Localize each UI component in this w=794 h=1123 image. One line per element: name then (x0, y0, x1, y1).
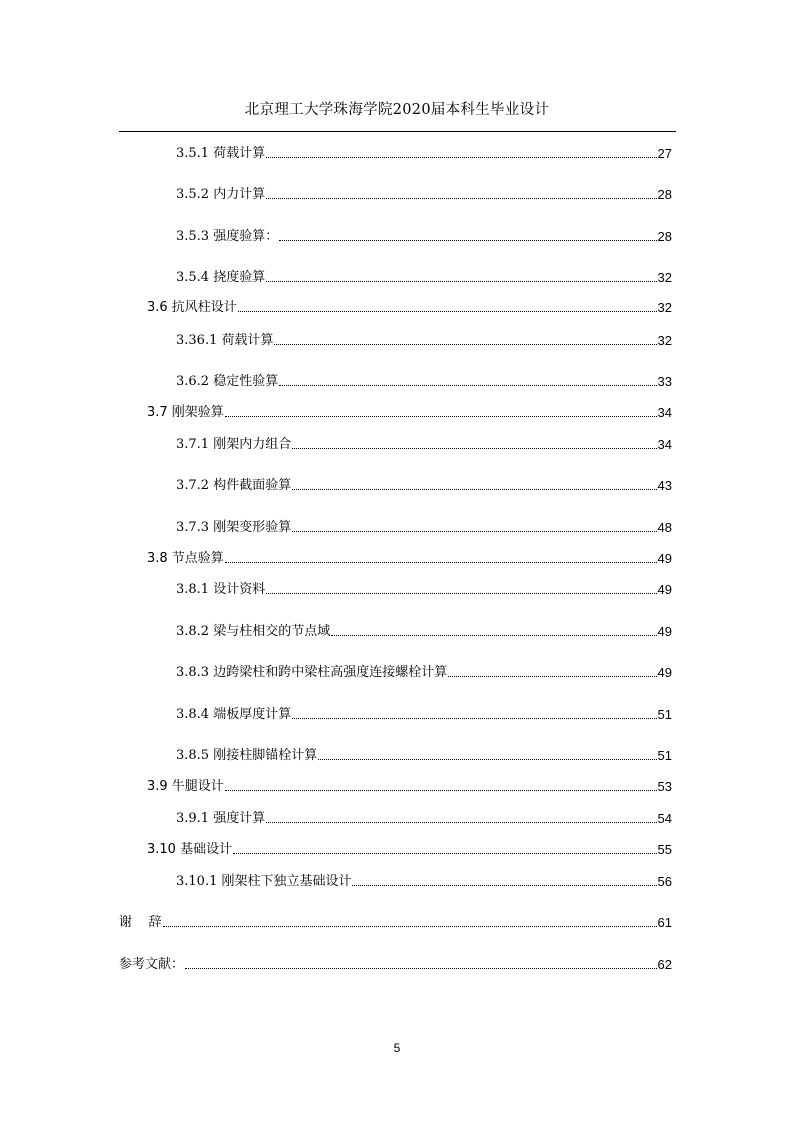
toc-entry-text: 谢 辞 (119, 915, 162, 930)
toc-leader-dots (266, 157, 656, 158)
page-number: 5 (393, 1041, 401, 1055)
toc-entry-page: 51 (657, 707, 672, 722)
toc-entry[interactable] (176, 187, 672, 203)
toc-leader-dots (352, 885, 656, 886)
toc-entry-page: 28 (657, 187, 672, 202)
toc-entry-text: 3.5.1 荷载计算 (176, 146, 266, 161)
toc-entry[interactable] (176, 478, 672, 494)
toc-entry-text: 参考文献： (119, 957, 185, 972)
toc-entry-page: 48 (657, 520, 672, 535)
toc-entry-text: 3.8.3 边跨梁柱和跨中梁柱高强度连接螺栓计算 (176, 665, 448, 680)
toc-entry-page: 55 (657, 842, 672, 857)
toc-leader-dots (238, 311, 657, 312)
toc-entry-text: 3.7 刚架验算 (147, 405, 224, 420)
toc-entry-page: 54 (657, 811, 672, 826)
toc-entry-text: 3.5.3 强度验算： (176, 229, 279, 244)
toc-entry-text: 3.6 抗风柱设计 (147, 300, 237, 315)
toc-entry-text: 3.7.3 刚架变形验算 (176, 520, 292, 535)
toc-entry[interactable] (176, 811, 672, 827)
toc-entry[interactable] (176, 874, 672, 890)
toc-leader-dots (331, 635, 656, 636)
page-header: 北京理工大学珠海学院2020届本科生毕业设计 (244, 102, 550, 118)
toc-entry-text: 3.7.1 刚架内力组合 (176, 437, 292, 452)
toc-entry[interactable] (119, 957, 672, 973)
toc-entry[interactable] (176, 333, 672, 349)
toc-entry-page: 28 (657, 229, 672, 244)
toc-entry[interactable] (176, 270, 672, 286)
toc-leader-dots (185, 968, 657, 969)
toc-entry-text: 3.8.2 梁与柱相交的节点域 (176, 624, 331, 639)
toc-leader-dots (279, 385, 656, 386)
toc-entry-text: 3.9 牛腿设计 (147, 779, 224, 794)
toc-entry[interactable] (176, 229, 672, 245)
toc-leader-dots (225, 562, 657, 563)
header-rule (119, 131, 676, 132)
toc-entry-page: 49 (657, 551, 672, 566)
toc-leader-dots (225, 416, 657, 417)
toc-entry-page: 61 (657, 915, 672, 930)
toc-leader-dots (292, 531, 656, 532)
toc-leader-dots (225, 790, 657, 791)
toc-entry[interactable] (147, 779, 672, 795)
toc-entry[interactable] (176, 665, 672, 681)
toc-entry[interactable] (176, 520, 672, 536)
toc-leader-dots (266, 593, 656, 594)
toc-entry-text: 3.8.4 端板厚度计算 (176, 707, 292, 722)
toc-entry-text: 3.5.2 内力计算 (176, 187, 266, 202)
toc-entry-text: 3.8.1 设计资料 (176, 582, 266, 597)
toc-entry[interactable] (176, 146, 672, 162)
toc-entry-page: 32 (657, 333, 672, 348)
toc-entry[interactable] (147, 551, 672, 567)
toc-entry[interactable] (176, 748, 672, 764)
toc-leader-dots (163, 926, 657, 927)
toc-leader-dots (233, 853, 656, 854)
toc-entry-text: 3.8 节点验算 (147, 551, 224, 566)
toc-leader-dots (318, 759, 656, 760)
toc-entry-text: 3.9.1 强度计算 (176, 811, 266, 826)
toc-leader-dots (279, 240, 656, 241)
toc-entry-page: 34 (657, 405, 672, 420)
toc-leader-dots (448, 676, 656, 677)
toc-entry-text: 3.36.1 荷载计算 (176, 333, 274, 348)
toc-entry-page: 34 (657, 437, 672, 452)
toc-entry-text: 3.5.4 挠度验算 (176, 270, 266, 285)
toc-entry-page: 32 (657, 270, 672, 285)
toc-entry-page: 32 (657, 300, 672, 315)
toc-entry-page: 27 (657, 146, 672, 161)
toc-entry-page: 51 (657, 748, 672, 763)
toc-entry-text: 3.10.1 刚架柱下独立基础设计 (176, 874, 352, 889)
toc-entry-page: 43 (657, 478, 672, 493)
toc-entry[interactable] (119, 915, 672, 931)
toc-entry-text: 3.7.2 构件截面验算 (176, 478, 292, 493)
toc-entry-text: 3.10 基础设计 (147, 842, 233, 857)
toc-entry[interactable] (176, 437, 672, 453)
toc-leader-dots (274, 344, 656, 345)
toc-leader-dots (266, 198, 656, 199)
toc-entry[interactable] (147, 405, 672, 421)
toc-entry[interactable] (176, 374, 672, 390)
toc-entry-page: 53 (657, 779, 672, 794)
toc-entry-page: 56 (657, 874, 672, 889)
toc-entry-page: 49 (657, 624, 672, 639)
toc-leader-dots (292, 448, 656, 449)
toc-entry[interactable] (176, 707, 672, 723)
toc-entry-page: 33 (657, 374, 672, 389)
toc-entry[interactable] (176, 624, 672, 640)
toc-leader-dots (292, 718, 656, 719)
toc-entry-page: 49 (657, 665, 672, 680)
toc-leader-dots (292, 489, 656, 490)
toc-entry-text: 3.6.2 稳定性验算 (176, 374, 279, 389)
toc-entry-page: 49 (657, 582, 672, 597)
toc-entry[interactable] (147, 842, 672, 858)
toc-entry[interactable] (147, 300, 672, 316)
toc-leader-dots (266, 822, 656, 823)
toc-entry[interactable] (176, 582, 672, 598)
toc-entry-page: 62 (657, 957, 672, 972)
toc-leader-dots (266, 281, 656, 282)
toc-entry-text: 3.8.5 刚接柱脚锚栓计算 (176, 748, 318, 763)
